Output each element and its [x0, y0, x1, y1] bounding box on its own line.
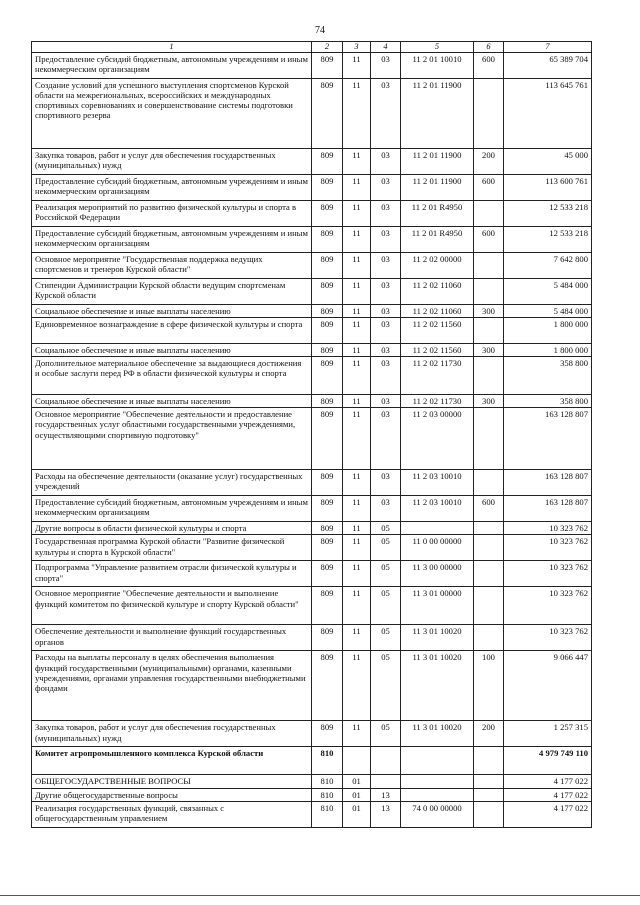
row-expense-type — [474, 408, 504, 470]
table-row — [32, 278, 592, 304]
row-subsection: 03 — [371, 174, 401, 200]
table-row — [32, 801, 592, 827]
row-section: 11 — [343, 200, 371, 226]
header-row — [32, 42, 592, 53]
row-admin-code: 809 — [312, 278, 343, 304]
row-section: 01 — [343, 788, 371, 801]
row-subsection: 05 — [371, 625, 401, 651]
page-bottom-edge — [0, 895, 640, 896]
row-admin-code: 809 — [312, 318, 343, 344]
row-target-item — [401, 522, 474, 535]
row-section: 11 — [343, 318, 371, 344]
row-subsection: 03 — [371, 470, 401, 496]
table-row — [32, 587, 592, 625]
row-expense-type — [474, 561, 504, 587]
row-expense-type — [474, 522, 504, 535]
row-expense-type: 300 — [474, 304, 504, 317]
table-row — [32, 52, 592, 78]
table-row — [32, 496, 592, 522]
row-admin-code: 810 — [312, 788, 343, 801]
row-expense-type: 200 — [474, 148, 504, 174]
row-subsection — [371, 775, 401, 788]
row-target-item: 11 3 01 10020 — [401, 651, 474, 721]
row-name: Создание условий для успешного выступления спортсменов Курской области на межрегиональных, всероссийских и международных спортивных соревнованиях и совершенствование системы подготовки спортивного резерва — [32, 78, 312, 148]
row-amount: 113 645 761 — [504, 78, 592, 148]
row-target-item: 11 0 00 00000 — [401, 535, 474, 561]
row-name: Реализация государственных функций, связанных с общегосударственным управлением — [32, 801, 312, 827]
row-admin-code: 809 — [312, 651, 343, 721]
row-name: Расходы на выплаты персоналу в целях обеспечения выполнения функций государственными (муниципальными) органами, казенными учреждениями, органами управления государственными внебюджетными фондами — [32, 651, 312, 721]
row-amount: 1 257 315 — [504, 721, 592, 747]
row-subsection: 03 — [371, 344, 401, 357]
row-section: 11 — [343, 651, 371, 721]
row-subsection: 03 — [371, 200, 401, 226]
row-expense-type: 300 — [474, 395, 504, 408]
row-amount: 1 800 000 — [504, 344, 592, 357]
table-row — [32, 200, 592, 226]
row-name: Социальное обеспечение и иные выплаты населению — [32, 395, 312, 408]
row-expense-type — [474, 200, 504, 226]
row-expense-type — [474, 625, 504, 651]
row-name: Подпрограмма "Управление развитием отрасли физической культуры и спорта" — [32, 561, 312, 587]
row-expense-type: 600 — [474, 226, 504, 252]
row-target-item: 11 2 01 R4950 — [401, 200, 474, 226]
row-expense-type — [474, 357, 504, 395]
row-expense-type: 600 — [474, 496, 504, 522]
row-amount: 10 323 762 — [504, 625, 592, 651]
table-row — [32, 344, 592, 357]
row-amount: 45 000 — [504, 148, 592, 174]
row-name: Закупка товаров, работ и услуг для обеспечения государственных (муниципальных) нужд — [32, 148, 312, 174]
row-name: Расходы на обеспечение деятельности (оказание услуг) государственных учреждений — [32, 470, 312, 496]
row-section: 11 — [343, 408, 371, 470]
row-admin-code: 809 — [312, 408, 343, 470]
row-subsection: 13 — [371, 788, 401, 801]
row-amount: 65 389 704 — [504, 52, 592, 78]
row-name: Предоставление субсидий бюджетным, автономным учреждениям и иным некоммерческим организациям — [32, 174, 312, 200]
row-section: 11 — [343, 52, 371, 78]
row-target-item: 11 2 02 11060 — [401, 304, 474, 317]
table-row — [32, 561, 592, 587]
table-row — [32, 535, 592, 561]
row-amount: 4 177 022 — [504, 775, 592, 788]
row-subsection: 03 — [371, 496, 401, 522]
row-admin-code: 809 — [312, 561, 343, 587]
row-admin-code: 809 — [312, 174, 343, 200]
row-target-item: 11 3 00 00000 — [401, 561, 474, 587]
table-row — [32, 522, 592, 535]
row-section: 11 — [343, 148, 371, 174]
table-row — [32, 747, 592, 775]
row-section: 11 — [343, 78, 371, 148]
row-target-item: 11 2 01 11900 — [401, 174, 474, 200]
table-row — [32, 304, 592, 317]
row-admin-code: 809 — [312, 304, 343, 317]
row-admin-code: 809 — [312, 252, 343, 278]
row-amount: 10 323 762 — [504, 587, 592, 625]
row-name: Основное мероприятие "Обеспечение деятельности и выполнение функций комитетом по физической культуре и спорту Курской области" — [32, 587, 312, 625]
row-amount: 12 533 218 — [504, 200, 592, 226]
row-name: Единовременное вознаграждение в сфере физической культуры и спорта — [32, 318, 312, 344]
row-name: ОБЩЕГОСУДАРСТВЕННЫЕ ВОПРОСЫ — [32, 775, 312, 788]
row-subsection — [371, 747, 401, 775]
row-subsection: 03 — [371, 252, 401, 278]
header-col-5: 5 — [401, 42, 474, 53]
row-amount: 358 800 — [504, 357, 592, 395]
row-target-item: 11 2 03 10010 — [401, 470, 474, 496]
table-row — [32, 226, 592, 252]
row-expense-type — [474, 470, 504, 496]
row-section: 11 — [343, 496, 371, 522]
row-amount: 113 600 761 — [504, 174, 592, 200]
row-admin-code: 809 — [312, 535, 343, 561]
row-amount: 163 128 807 — [504, 470, 592, 496]
row-amount: 10 323 762 — [504, 535, 592, 561]
row-subsection: 05 — [371, 522, 401, 535]
header-col-6: 6 — [474, 42, 504, 53]
row-section: 11 — [343, 395, 371, 408]
row-section: 01 — [343, 775, 371, 788]
row-name: Реализация мероприятий по развитию физической культуры и спорта в Российской Федерации — [32, 200, 312, 226]
row-section: 11 — [343, 561, 371, 587]
row-name: Дополнительное материальное обеспечение за выдающиеся достижения и особые заслуги перед РФ в области физической культуры и спорта — [32, 357, 312, 395]
row-admin-code: 809 — [312, 78, 343, 148]
row-amount: 7 642 800 — [504, 252, 592, 278]
row-target-item: 11 2 02 11560 — [401, 318, 474, 344]
table-row — [32, 174, 592, 200]
row-subsection: 13 — [371, 801, 401, 827]
table-row — [32, 651, 592, 721]
row-subsection: 05 — [371, 535, 401, 561]
row-section: 11 — [343, 174, 371, 200]
row-section: 11 — [343, 522, 371, 535]
row-subsection: 03 — [371, 78, 401, 148]
row-expense-type — [474, 78, 504, 148]
row-amount: 4 177 022 — [504, 788, 592, 801]
row-amount: 10 323 762 — [504, 561, 592, 587]
row-subsection: 05 — [371, 721, 401, 747]
row-target-item: 11 2 02 11730 — [401, 357, 474, 395]
row-admin-code: 809 — [312, 200, 343, 226]
row-name: Предоставление субсидий бюджетным, автономным учреждениям и иным некоммерческим организациям — [32, 52, 312, 78]
header-col-2: 2 — [312, 42, 343, 53]
row-admin-code: 810 — [312, 747, 343, 775]
row-admin-code: 809 — [312, 522, 343, 535]
row-admin-code: 809 — [312, 148, 343, 174]
row-expense-type: 200 — [474, 721, 504, 747]
row-section: 11 — [343, 535, 371, 561]
table-row — [32, 148, 592, 174]
row-expense-type — [474, 775, 504, 788]
table-row — [32, 408, 592, 470]
row-name: Основное мероприятие "Обеспечение деятельности и предоставление государственных услуг областными государственными учреждениями, осуществляющими спортивную подготовку" — [32, 408, 312, 470]
row-admin-code: 810 — [312, 801, 343, 827]
row-name: Социальное обеспечение и иные выплаты населению — [32, 344, 312, 357]
row-section: 11 — [343, 252, 371, 278]
row-amount: 9 066 447 — [504, 651, 592, 721]
table-row — [32, 470, 592, 496]
row-name: Другие общегосударственные вопросы — [32, 788, 312, 801]
row-target-item: 74 0 00 00000 — [401, 801, 474, 827]
row-expense-type — [474, 535, 504, 561]
row-expense-type — [474, 587, 504, 625]
row-admin-code: 809 — [312, 226, 343, 252]
row-section: 11 — [343, 278, 371, 304]
row-section: 11 — [343, 226, 371, 252]
row-target-item: 11 2 03 00000 — [401, 408, 474, 470]
row-name: Закупка товаров, работ и услуг для обеспечения государственных (муниципальных) нужд — [32, 721, 312, 747]
row-expense-type — [474, 801, 504, 827]
table-row — [32, 318, 592, 344]
row-expense-type — [474, 252, 504, 278]
row-target-item: 11 2 01 11900 — [401, 78, 474, 148]
row-expense-type — [474, 747, 504, 775]
row-admin-code: 809 — [312, 344, 343, 357]
row-admin-code: 810 — [312, 775, 343, 788]
table-row — [32, 357, 592, 395]
row-amount: 5 484 000 — [504, 278, 592, 304]
row-amount: 358 800 — [504, 395, 592, 408]
row-subsection: 03 — [371, 395, 401, 408]
header-col-3: 3 — [343, 42, 371, 53]
row-admin-code: 809 — [312, 625, 343, 651]
row-expense-type: 600 — [474, 52, 504, 78]
row-target-item: 11 2 02 11730 — [401, 395, 474, 408]
header-col-7: 7 — [504, 42, 592, 53]
page-number: 74 — [315, 25, 325, 36]
row-expense-type: 100 — [474, 651, 504, 721]
row-admin-code: 809 — [312, 496, 343, 522]
row-name: Основное мероприятие "Государственная поддержка ведущих спортсменов и тренеров Курской области" — [32, 252, 312, 278]
row-name: Стипендии Администрации Курской области ведущим спортсменам Курской области — [32, 278, 312, 304]
row-section: 11 — [343, 625, 371, 651]
row-admin-code: 809 — [312, 470, 343, 496]
table-row — [32, 395, 592, 408]
row-subsection: 03 — [371, 148, 401, 174]
row-amount: 1 800 000 — [504, 318, 592, 344]
row-target-item — [401, 747, 474, 775]
row-target-item: 11 2 03 10010 — [401, 496, 474, 522]
row-expense-type — [474, 788, 504, 801]
row-admin-code: 809 — [312, 52, 343, 78]
row-name: Социальное обеспечение и иные выплаты населению — [32, 304, 312, 317]
row-subsection: 05 — [371, 587, 401, 625]
row-subsection: 05 — [371, 561, 401, 587]
row-target-item — [401, 775, 474, 788]
table-row — [32, 252, 592, 278]
row-name: Государственная программа Курской области "Развитие физической культуры и спорта в Курской области" — [32, 535, 312, 561]
row-subsection: 03 — [371, 52, 401, 78]
row-target-item: 11 3 01 10020 — [401, 625, 474, 651]
row-target-item: 11 2 01 11900 — [401, 148, 474, 174]
row-section — [343, 747, 371, 775]
row-amount: 10 323 762 — [504, 522, 592, 535]
row-target-item — [401, 788, 474, 801]
row-section: 11 — [343, 587, 371, 625]
row-subsection: 03 — [371, 408, 401, 470]
row-admin-code: 809 — [312, 721, 343, 747]
table-row — [32, 78, 592, 148]
row-subsection: 03 — [371, 357, 401, 395]
row-target-item: 11 2 02 11560 — [401, 344, 474, 357]
table-row — [32, 721, 592, 747]
row-admin-code: 809 — [312, 395, 343, 408]
row-section: 11 — [343, 470, 371, 496]
row-target-item: 11 2 02 11060 — [401, 278, 474, 304]
table-row — [32, 788, 592, 801]
row-section: 11 — [343, 721, 371, 747]
row-subsection: 03 — [371, 226, 401, 252]
row-subsection: 03 — [371, 278, 401, 304]
row-name: Обеспечение деятельности и выполнение функций государственных органов — [32, 625, 312, 651]
row-name: Другие вопросы в области физической культуры и спорта — [32, 522, 312, 535]
row-section: 11 — [343, 344, 371, 357]
row-amount: 4 979 749 110 — [504, 747, 592, 775]
table-row — [32, 775, 592, 788]
row-name: Предоставление субсидий бюджетным, автономным учреждениям и иным некоммерческим организациям — [32, 226, 312, 252]
row-expense-type — [474, 318, 504, 344]
row-expense-type — [474, 278, 504, 304]
row-subsection: 03 — [371, 318, 401, 344]
header-col-1: 1 — [32, 42, 312, 53]
row-expense-type: 300 — [474, 344, 504, 357]
row-section: 11 — [343, 304, 371, 317]
row-amount: 4 177 022 — [504, 801, 592, 827]
row-target-item: 11 3 01 10020 — [401, 721, 474, 747]
row-expense-type: 600 — [474, 174, 504, 200]
row-name: Комитет агропромышленного комплекса Курской области — [32, 747, 312, 775]
row-amount: 163 128 807 — [504, 408, 592, 470]
row-target-item: 11 3 01 00000 — [401, 587, 474, 625]
row-target-item: 11 2 01 10010 — [401, 52, 474, 78]
row-admin-code: 809 — [312, 357, 343, 395]
row-subsection: 05 — [371, 651, 401, 721]
row-admin-code: 809 — [312, 587, 343, 625]
budget-table — [31, 41, 592, 828]
row-section: 01 — [343, 801, 371, 827]
row-section: 11 — [343, 357, 371, 395]
row-amount: 5 484 000 — [504, 304, 592, 317]
row-amount: 12 533 218 — [504, 226, 592, 252]
row-target-item: 11 2 01 R4950 — [401, 226, 474, 252]
row-subsection: 03 — [371, 304, 401, 317]
row-amount: 163 128 807 — [504, 496, 592, 522]
row-name: Предоставление субсидий бюджетным, автономным учреждениям и иным некоммерческим организациям — [32, 496, 312, 522]
table-row — [32, 625, 592, 651]
row-target-item: 11 2 02 00000 — [401, 252, 474, 278]
header-col-4: 4 — [371, 42, 401, 53]
